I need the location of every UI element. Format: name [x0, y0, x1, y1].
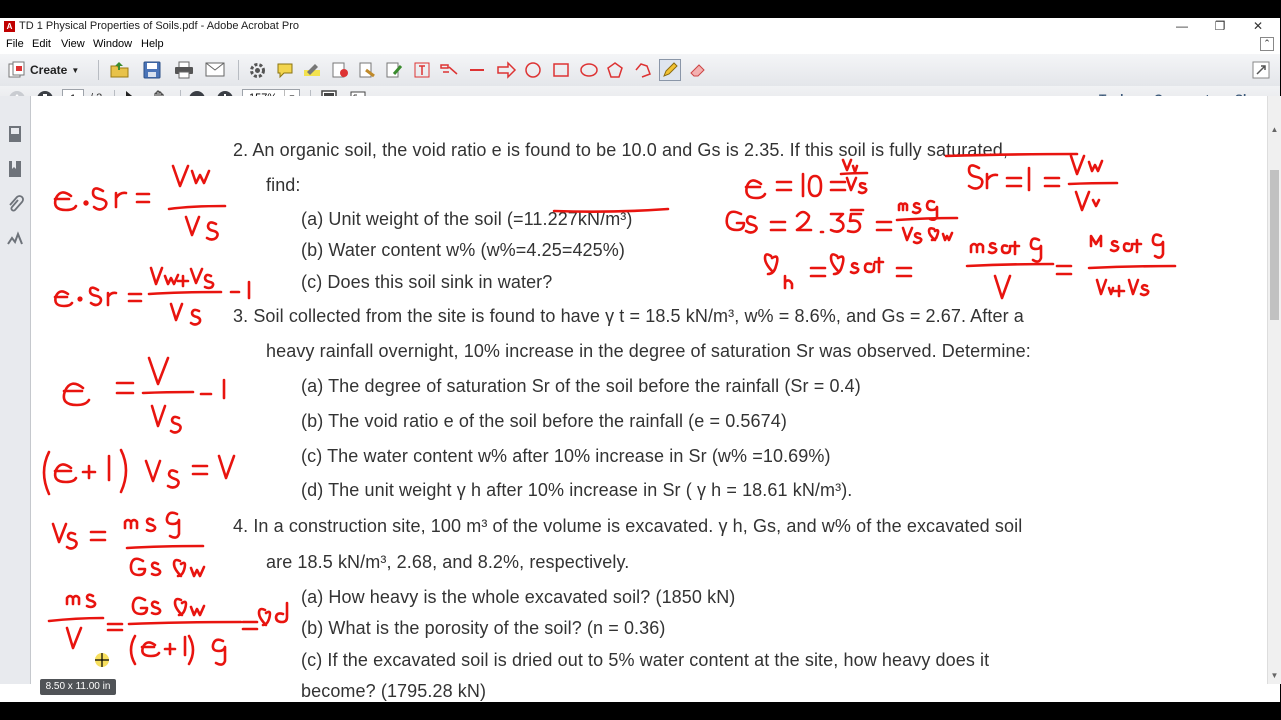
- highlight-text-icon[interactable]: [303, 62, 321, 78]
- doc-line-q2-find: find:: [266, 175, 301, 195]
- doc-line-q2: 2. An organic soil, the void ratio e is found to be 10.0 and Gs is 2.35. If this soil is fully saturated,: [233, 140, 1008, 160]
- doc-line-q3-cont: heavy rainfall overnight, 10% increase in the degree of saturation Sr was observed. Determine:: [266, 341, 1031, 361]
- collapse-icon[interactable]: ⌃: [1260, 37, 1274, 51]
- scroll-thumb[interactable]: [1270, 170, 1279, 320]
- bookmarks-icon[interactable]: [7, 160, 23, 178]
- arrow-tool-icon[interactable]: [496, 62, 516, 78]
- attach-file-icon[interactable]: [331, 62, 349, 78]
- title-bar: [0, 18, 1280, 36]
- stamp-icon[interactable]: [358, 62, 376, 78]
- gear-icon[interactable]: [249, 62, 266, 79]
- polygon-line-icon[interactable]: [634, 62, 652, 78]
- doc-line-q3c: (c) The water content w% after 10% increase in Sr (w% =10.69%): [301, 446, 831, 466]
- cloud-tool-icon[interactable]: [579, 62, 599, 78]
- doc-line-q3: 3. Soil collected from the site is found to have γ t = 18.5 kN/m³, w% = 8.6%, and Gs = 2.67. After a: [233, 306, 1024, 326]
- menu-file[interactable]: File: [6, 38, 24, 50]
- doc-line-q2c: (c) Does this soil sink in water?: [301, 272, 553, 292]
- doc-line-q2b: (b) Water content w% (w%=4.25=425%): [301, 240, 625, 260]
- menu-edit[interactable]: Edit: [32, 38, 51, 50]
- rectangle-tool-icon[interactable]: [552, 62, 570, 78]
- main-toolbar: [0, 54, 1280, 87]
- restore-button[interactable]: ❐: [1214, 19, 1226, 33]
- create-button[interactable]: Create ▼: [8, 61, 79, 79]
- menu-bar: [0, 36, 1280, 54]
- pencil-tool-icon[interactable]: [659, 59, 681, 81]
- print-icon[interactable]: [174, 61, 194, 79]
- expand-icon[interactable]: [1252, 61, 1270, 79]
- bottom-letterbox: [0, 702, 1280, 720]
- scroll-down-icon[interactable]: ▼: [1270, 671, 1279, 680]
- doc-line-q4b: (b) What is the porosity of the soil? (n = 0.36): [301, 618, 666, 638]
- handwriting-ink-layer: [31, 96, 1267, 684]
- minimize-button[interactable]: —: [1176, 19, 1188, 33]
- page-size-tooltip: 8.50 x 11.00 in: [40, 679, 116, 695]
- doc-line-q3b: (b) The void ratio e of the soil before the rainfall (e = 0.5674): [301, 411, 787, 431]
- page-thumbnails-icon[interactable]: [7, 125, 23, 143]
- doc-line-q4: 4. In a construction site, 100 m³ of the volume is excavated. γ h, Gs, and w% of the excavated soil: [233, 516, 1023, 536]
- line-tool-icon[interactable]: [468, 62, 486, 78]
- close-button[interactable]: ✕: [1252, 19, 1264, 33]
- menu-view[interactable]: View: [61, 38, 85, 50]
- attachments-icon[interactable]: [7, 195, 23, 213]
- chevron-down-icon: ▼: [71, 65, 80, 75]
- callout-icon[interactable]: [440, 62, 458, 78]
- acrobat-app-icon: A: [4, 21, 15, 32]
- oval-tool-icon[interactable]: [524, 62, 542, 78]
- doc-line-q2a: (a) Unit weight of the soil (=11.227kN/m³): [301, 209, 633, 229]
- menu-help[interactable]: Help: [141, 38, 164, 50]
- save-icon[interactable]: [143, 61, 161, 79]
- text-box-icon[interactable]: [413, 62, 431, 78]
- signatures-icon[interactable]: [7, 230, 23, 248]
- doc-line-q4-cont: are 18.5 kN/m³, 2.68, and 8.2%, respectively.: [266, 552, 630, 572]
- sticky-note-icon[interactable]: [276, 62, 294, 78]
- window-title: TD 1 Physical Properties of Soils.pdf - Adobe Acrobat Pro: [19, 20, 300, 32]
- open-folder-icon[interactable]: [110, 61, 130, 79]
- crosshair-cursor-icon: [93, 651, 111, 669]
- doc-line-q3d: (d) The unit weight γ h after 10% increase in Sr ( γ h = 18.61 kN/m³).: [301, 480, 853, 500]
- doc-line-q4c: (c) If the excavated soil is dried out to 5% water content at the site, how heavy does it: [301, 650, 990, 670]
- menu-window[interactable]: Window: [93, 38, 133, 50]
- doc-line-q4c-cont: become? (1795.28 kN): [301, 681, 487, 701]
- scroll-up-icon[interactable]: ▲: [1270, 125, 1279, 134]
- doc-line-q3a: (a) The degree of saturation Sr of the soil before the rainfall (Sr = 0.4): [301, 376, 861, 396]
- doc-line-q4a: (a) How heavy is the whole excavated soil? (1850 kN): [301, 587, 736, 607]
- create-icon: [8, 62, 26, 78]
- vertical-scrollbar[interactable]: [1267, 96, 1281, 684]
- email-icon[interactable]: [205, 62, 225, 77]
- navigation-panel: [0, 96, 31, 684]
- eraser-tool-icon[interactable]: [689, 62, 707, 78]
- polygon-tool-icon[interactable]: [606, 62, 624, 78]
- sign-icon[interactable]: [385, 62, 403, 78]
